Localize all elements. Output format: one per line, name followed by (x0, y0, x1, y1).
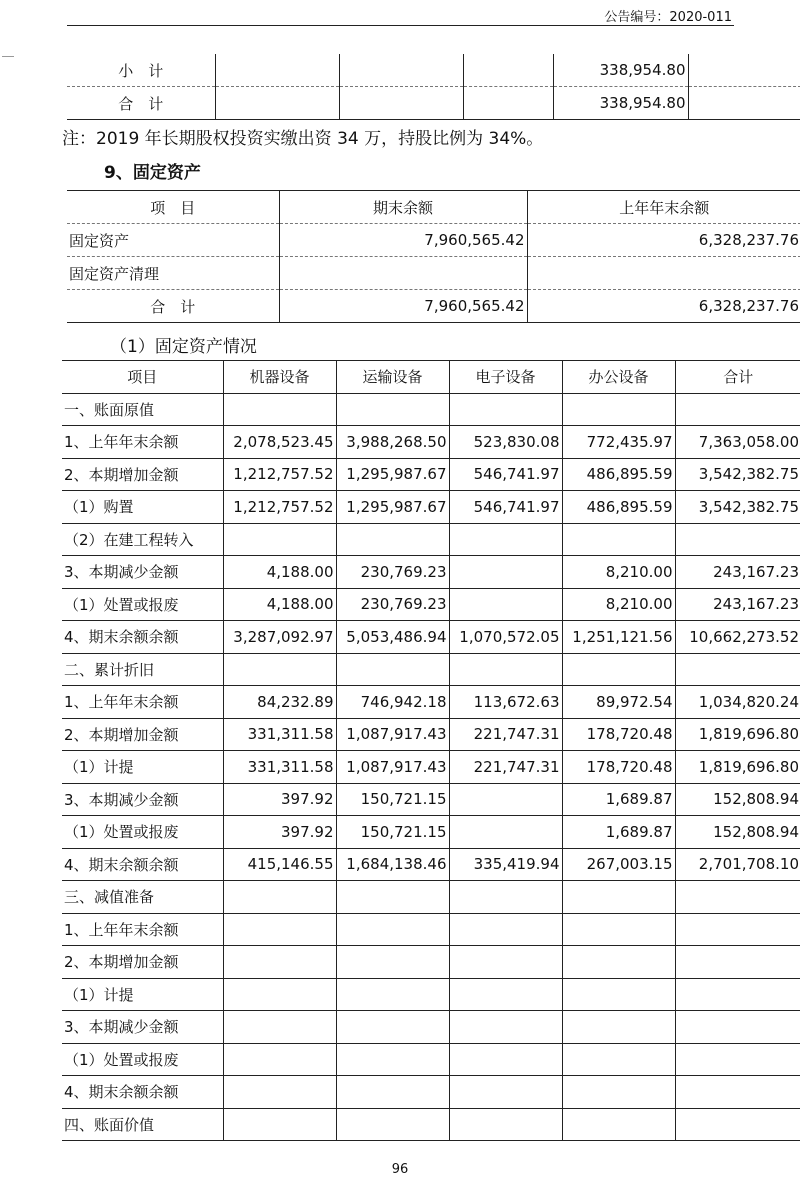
row-label: 2、本期增加金额 (62, 718, 223, 751)
page-number: 96 (391, 1162, 409, 1177)
table-cell (562, 653, 675, 686)
table-cell: 230,769.23 (336, 588, 449, 621)
row-label: 合 计 (67, 290, 279, 323)
section-title: 9、固定资产 (104, 163, 201, 183)
table-cell: 1,819,696.80 (675, 751, 800, 784)
table-row (62, 816, 800, 849)
table-cell (339, 54, 463, 87)
table-cell (449, 1011, 562, 1044)
table-cell (336, 1076, 449, 1109)
table-cell: 230,769.23 (336, 556, 449, 589)
table-cell (449, 1043, 562, 1076)
table-cell (336, 978, 449, 1011)
table-row (67, 290, 800, 323)
table-cell: 3,542,382.75 (675, 491, 800, 524)
table-cell (339, 87, 463, 120)
column-header: 项目 (62, 361, 223, 394)
table-row (62, 1011, 800, 1044)
row-label: 固定资产清理 (67, 257, 279, 290)
table-cell: 10,662,273.52 (675, 621, 800, 654)
table-cell (223, 881, 336, 914)
table-cell (675, 1076, 800, 1109)
table-cell (463, 54, 553, 87)
table-cell (562, 913, 675, 946)
table-cell: 338,954.80 (553, 54, 688, 87)
table-cell: 152,808.94 (675, 816, 800, 849)
table-cell: 152,808.94 (675, 783, 800, 816)
table-cell: 1,212,757.52 (223, 491, 336, 524)
table-row (62, 913, 800, 946)
header-rule (67, 25, 734, 26)
table-cell: 221,747.31 (449, 751, 562, 784)
row-label: 3、本期减少金额 (62, 1011, 223, 1044)
table-cell (223, 1076, 336, 1109)
fixed-assets-detail-table (62, 360, 800, 1141)
table-row (67, 54, 800, 87)
row-label: 固定资产 (67, 224, 279, 257)
row-label: （1）计提 (62, 978, 223, 1011)
table-cell (449, 816, 562, 849)
table-header-row (62, 361, 800, 394)
table-cell (336, 881, 449, 914)
table-cell (675, 1043, 800, 1076)
table-cell (675, 523, 800, 556)
table-cell: 486,895.59 (562, 458, 675, 491)
table-cell (449, 1108, 562, 1141)
table-row (62, 1043, 800, 1076)
table-cell: 243,167.23 (675, 556, 800, 589)
table-cell: 150,721.15 (336, 816, 449, 849)
table-cell (223, 913, 336, 946)
table-cell: 1,070,572.05 (449, 621, 562, 654)
table-cell (449, 1076, 562, 1109)
table-cell (562, 946, 675, 979)
table-cell: 8,210.00 (562, 588, 675, 621)
row-label: 4、期末余额余额 (62, 621, 223, 654)
column-header: 机器设备 (223, 361, 336, 394)
table-cell: 546,741.97 (449, 458, 562, 491)
table-cell (336, 1011, 449, 1044)
table-cell: 7,960,565.42 (279, 224, 527, 257)
row-label: 三、减值准备 (62, 881, 223, 914)
table-cell: 7,363,058.00 (675, 426, 800, 459)
table-row (62, 523, 800, 556)
table-cell (215, 54, 339, 87)
table-cell: 331,311.58 (223, 718, 336, 751)
table-cell: 335,419.94 (449, 848, 562, 881)
row-label: （1）处置或报废 (62, 588, 223, 621)
table-row (67, 87, 800, 120)
table-cell (449, 783, 562, 816)
table-cell (449, 393, 562, 426)
row-label: 一、账面原值 (62, 393, 223, 426)
table-row (62, 393, 800, 426)
table-cell (336, 913, 449, 946)
table-cell (223, 393, 336, 426)
row-label: （1）处置或报废 (62, 816, 223, 849)
table-cell: 2,078,523.45 (223, 426, 336, 459)
row-label: 3、本期减少金额 (62, 556, 223, 589)
column-header: 合计 (675, 361, 800, 394)
table-cell: 1,684,138.46 (336, 848, 449, 881)
table-cell: 772,435.97 (562, 426, 675, 459)
table-cell: 150,721.15 (336, 783, 449, 816)
table-cell (562, 1076, 675, 1109)
table-cell: 1,819,696.80 (675, 718, 800, 751)
table-cell (688, 87, 800, 120)
table-cell: 8,210.00 (562, 556, 675, 589)
table-row (62, 491, 800, 524)
table-cell: 397.92 (223, 783, 336, 816)
row-label: 2、本期增加金额 (62, 946, 223, 979)
table-cell (279, 257, 527, 290)
fixed-assets-summary-table (67, 190, 800, 323)
table-cell (336, 653, 449, 686)
subsection-title: （1）固定资产情况 (110, 337, 257, 357)
table-cell (675, 1108, 800, 1141)
table-cell: 178,720.48 (562, 718, 675, 751)
table-cell (336, 1043, 449, 1076)
table-cell: 1,034,820.24 (675, 686, 800, 719)
table-cell (449, 588, 562, 621)
table-cell: 84,232.89 (223, 686, 336, 719)
table-row (62, 751, 800, 784)
row-label: 合 计 (67, 87, 215, 120)
column-header: 电子设备 (449, 361, 562, 394)
row-label: 二、累计折旧 (62, 653, 223, 686)
table-cell (449, 913, 562, 946)
table-cell (223, 1011, 336, 1044)
table-cell: 1,251,121.56 (562, 621, 675, 654)
table-row (67, 257, 800, 290)
table-cell (449, 946, 562, 979)
table-cell: 1,212,757.52 (223, 458, 336, 491)
table-cell: 1,295,987.67 (336, 491, 449, 524)
row-label: （1）购置 (62, 491, 223, 524)
table-cell (562, 523, 675, 556)
table-cell (449, 556, 562, 589)
table-cell (215, 87, 339, 120)
row-label: 四、账面价值 (62, 1108, 223, 1141)
table-cell (562, 393, 675, 426)
table-cell: 1,689.87 (562, 783, 675, 816)
column-header: 期末余额 (279, 191, 527, 224)
table-row (67, 224, 800, 257)
table-cell: 178,720.48 (562, 751, 675, 784)
table-cell (562, 1011, 675, 1044)
table-cell: 243,167.23 (675, 588, 800, 621)
table-cell (223, 946, 336, 979)
table-row (62, 946, 800, 979)
table-cell (675, 913, 800, 946)
row-label: （1）处置或报废 (62, 1043, 223, 1076)
row-label: 4、期末余额余额 (62, 1076, 223, 1109)
table-cell (223, 523, 336, 556)
table-cell (562, 978, 675, 1011)
table-row (62, 686, 800, 719)
row-label: 小 计 (67, 54, 215, 87)
table-cell: 1,295,987.67 (336, 458, 449, 491)
table-row (62, 1108, 800, 1141)
table-cell (562, 1043, 675, 1076)
table-cell: 3,287,092.97 (223, 621, 336, 654)
table-cell: 221,747.31 (449, 718, 562, 751)
table-cell (449, 523, 562, 556)
table-cell: 267,003.15 (562, 848, 675, 881)
table-cell: 338,954.80 (553, 87, 688, 120)
table-cell (336, 523, 449, 556)
row-label: 2、本期增加金额 (62, 458, 223, 491)
table-row (62, 881, 800, 914)
table-row (62, 978, 800, 1011)
table-cell (562, 881, 675, 914)
table-row (62, 848, 800, 881)
table-cell (675, 653, 800, 686)
table-cell (449, 653, 562, 686)
table-cell: 1,689.87 (562, 816, 675, 849)
table-cell: 5,053,486.94 (336, 621, 449, 654)
table-cell: 523,830.08 (449, 426, 562, 459)
table-row (62, 621, 800, 654)
table-cell: 2,701,708.10 (675, 848, 800, 881)
table-cell (336, 946, 449, 979)
table-row (62, 1076, 800, 1109)
column-header: 办公设备 (562, 361, 675, 394)
row-label: （2）在建工程转入 (62, 523, 223, 556)
table-cell (223, 978, 336, 1011)
table-cell (675, 393, 800, 426)
row-label: 1、上年年末余额 (62, 426, 223, 459)
row-label: 1、上年年末余额 (62, 686, 223, 719)
table-cell (688, 54, 800, 87)
margin-mark (2, 56, 14, 57)
table-cell: 113,672.63 (449, 686, 562, 719)
table-cell (336, 393, 449, 426)
table-header-row (67, 191, 800, 224)
table-cell: 4,188.00 (223, 556, 336, 589)
table-cell (562, 1108, 675, 1141)
column-header: 项 目 (67, 191, 279, 224)
table-cell: 6,328,237.76 (527, 224, 800, 257)
table-cell (675, 1011, 800, 1044)
table-row (62, 426, 800, 459)
column-header: 上年年末余额 (527, 191, 800, 224)
table-row (62, 556, 800, 589)
table-cell (223, 1108, 336, 1141)
table-cell: 7,960,565.42 (279, 290, 527, 323)
table-cell (675, 881, 800, 914)
table-cell: 1,087,917.43 (336, 718, 449, 751)
table-cell: 397.92 (223, 816, 336, 849)
column-header: 运输设备 (336, 361, 449, 394)
table-cell: 746,942.18 (336, 686, 449, 719)
table-cell: 486,895.59 (562, 491, 675, 524)
table-cell: 4,188.00 (223, 588, 336, 621)
note-text: 注：2019 年长期股权投资实缴出资 34 万，持股比例为 34%。 (62, 129, 544, 149)
notice-number: 公告编号：2020-011 (604, 10, 732, 25)
row-label: 4、期末余额余额 (62, 848, 223, 881)
table-cell (675, 946, 800, 979)
table-cell: 89,972.54 (562, 686, 675, 719)
table-row (62, 718, 800, 751)
table-cell (463, 87, 553, 120)
table-row (62, 458, 800, 491)
table-cell: 1,087,917.43 (336, 751, 449, 784)
row-label: （1）计提 (62, 751, 223, 784)
row-label: 3、本期减少金额 (62, 783, 223, 816)
table-cell: 6,328,237.76 (527, 290, 800, 323)
table-cell (223, 653, 336, 686)
subtotal-table (67, 54, 800, 120)
table-row (62, 783, 800, 816)
table-cell: 3,542,382.75 (675, 458, 800, 491)
table-row (62, 588, 800, 621)
row-label: 1、上年年末余额 (62, 913, 223, 946)
table-row (62, 653, 800, 686)
table-cell (527, 257, 800, 290)
table-cell: 546,741.97 (449, 491, 562, 524)
table-cell (675, 978, 800, 1011)
table-cell (336, 1108, 449, 1141)
table-cell: 3,988,268.50 (336, 426, 449, 459)
table-cell (449, 978, 562, 1011)
table-cell: 415,146.55 (223, 848, 336, 881)
table-cell (449, 881, 562, 914)
table-cell (223, 1043, 336, 1076)
table-cell: 331,311.58 (223, 751, 336, 784)
